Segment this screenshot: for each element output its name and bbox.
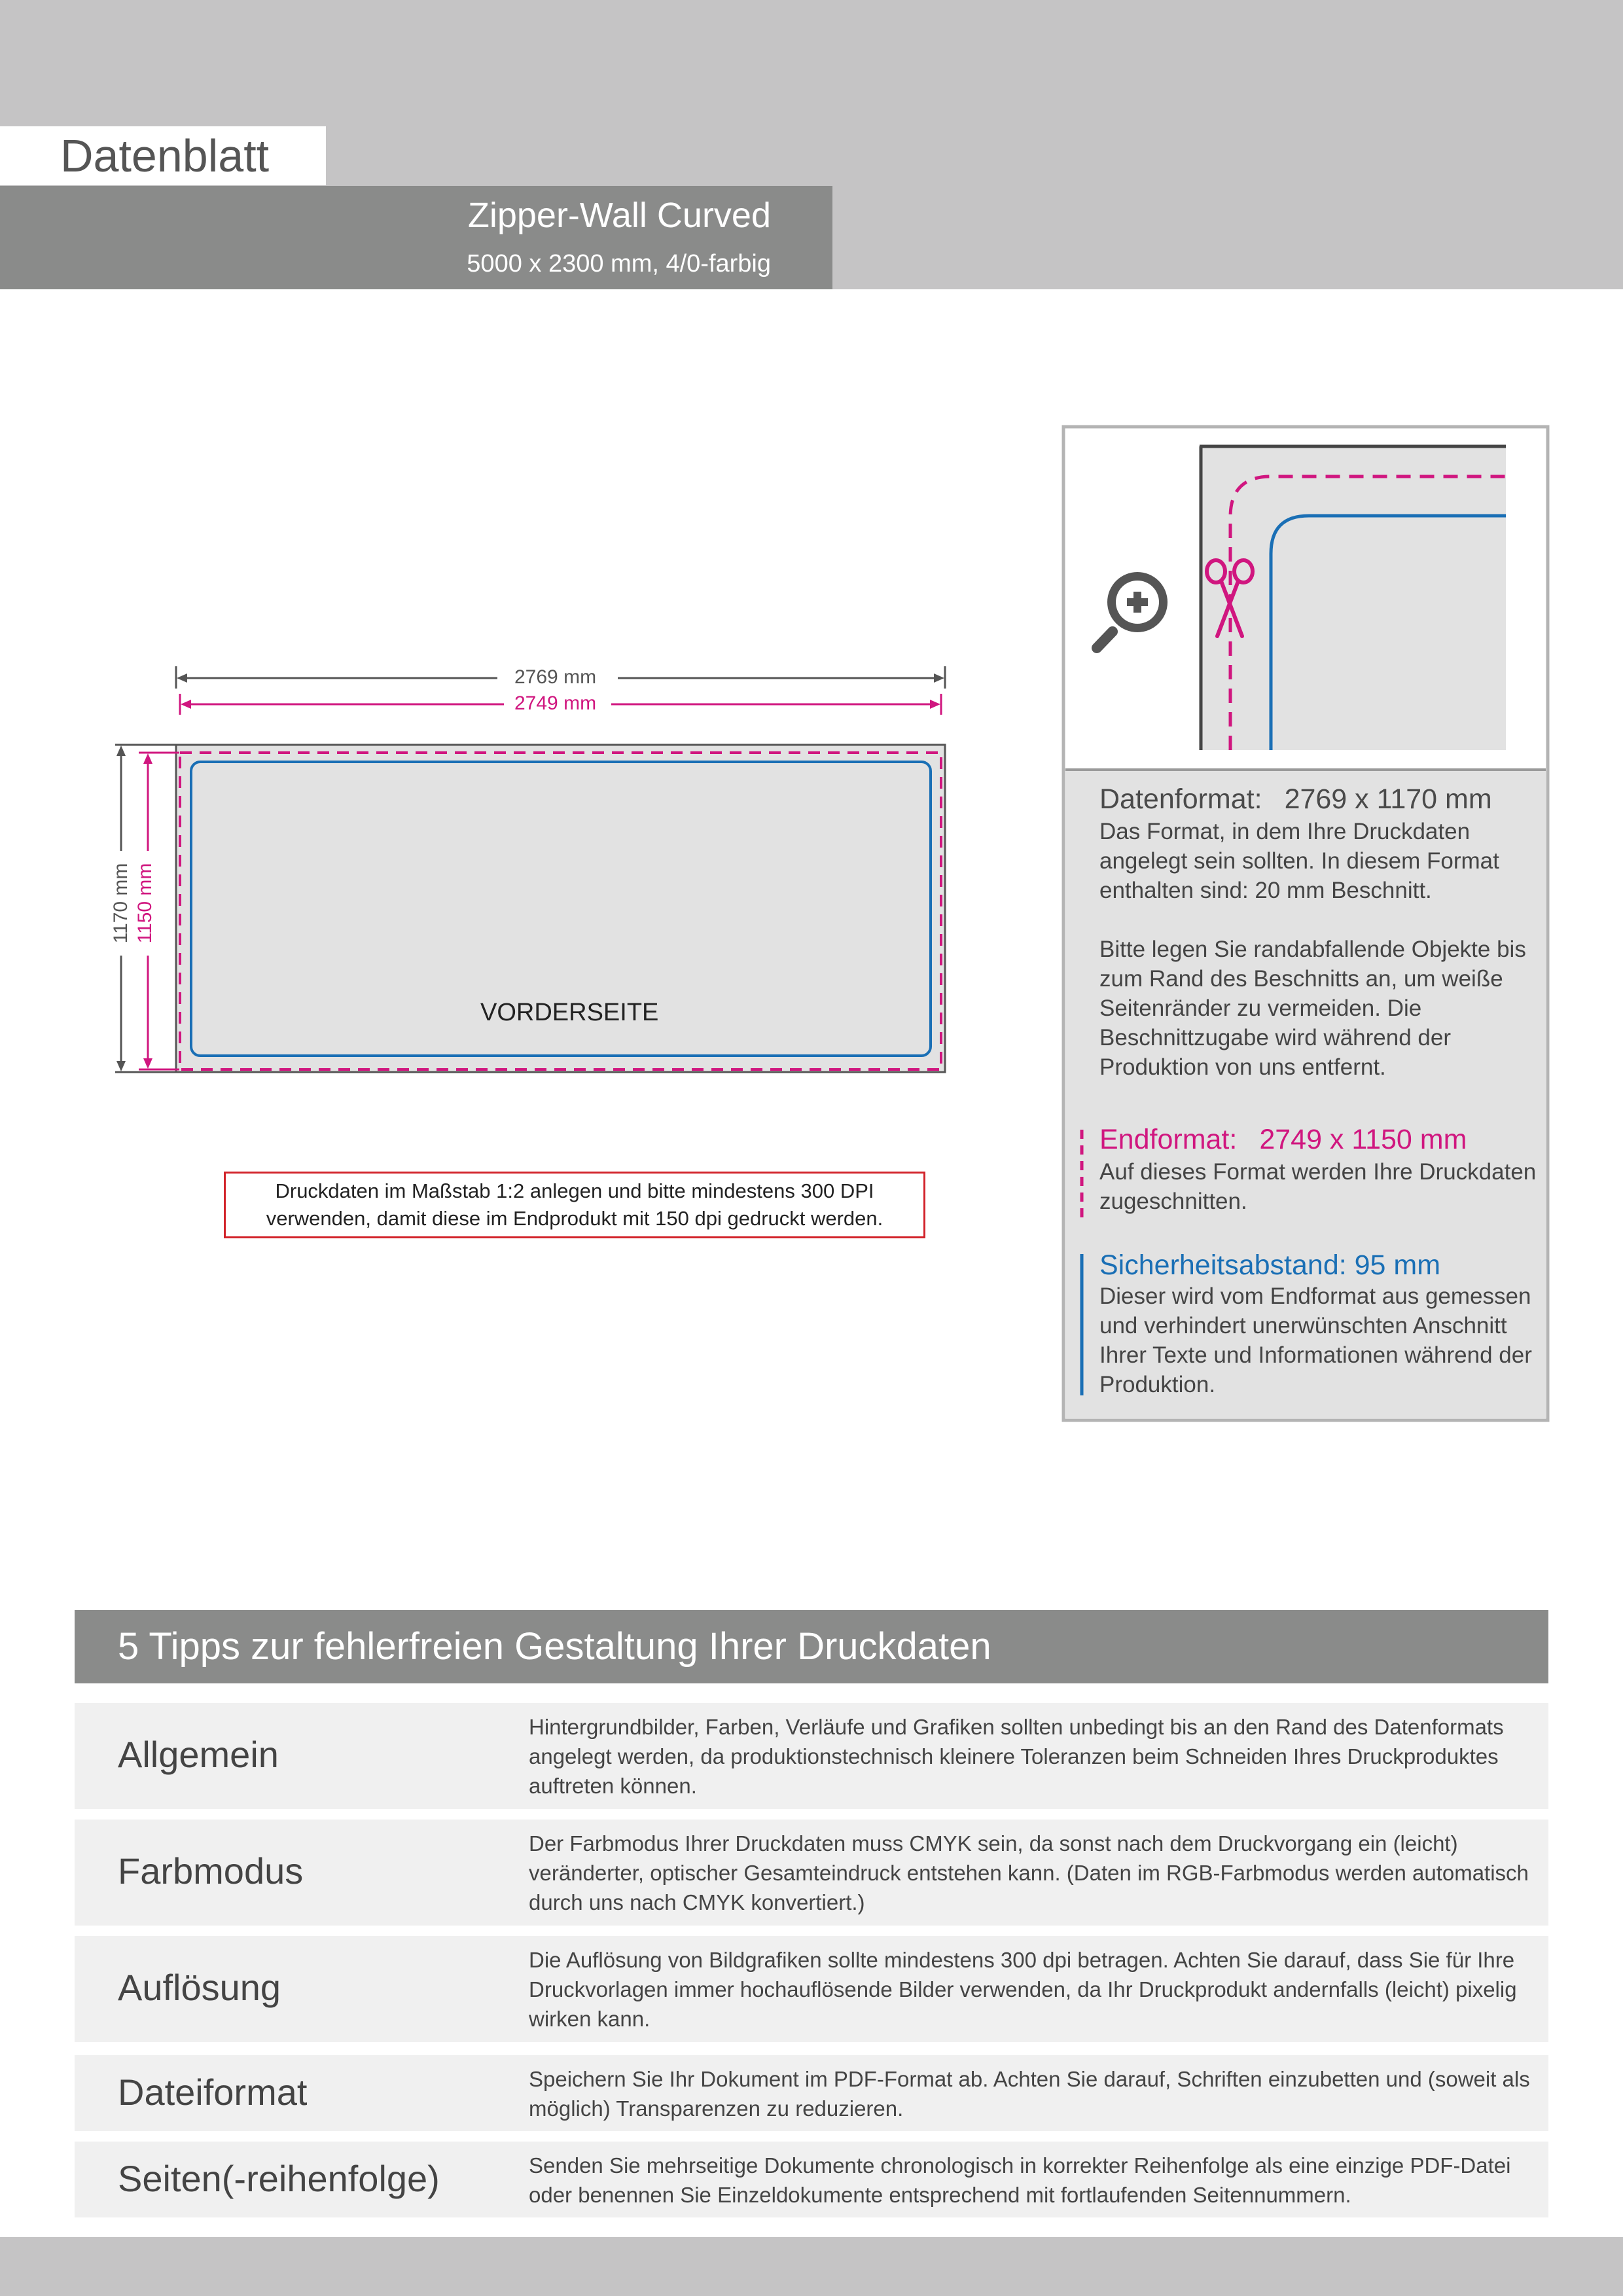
datenformat-text-1: Das Format, in dem Ihre Druckdaten angelegt sein sollten. In diesem Format enthalten sind: 20 mm Beschnitt. xyxy=(1099,819,1499,903)
tip-text: Der Farbmodus Ihrer Druckdaten muss CMYK sein, da sonst nach dem Druckvorgang ein (leicht) veränderter, optischer Gesamteindruck entstehen kann. (Daten im RGB-Farbmodus werden automatisch durch uns nach CMYK konvertiert.) xyxy=(529,1831,1529,1914)
endformat-label: Endformat: xyxy=(1099,1124,1238,1155)
sicherheitsabstand-text: Dieser wird vom Endformat aus gemessen und verhindert unerwünschten Anschnitt Ihrer Texte und Informationen während der Produktion. xyxy=(1099,1283,1532,1397)
product-spec: 5000 x 2300 mm, 4/0-farbig xyxy=(467,250,771,278)
tips-title: 5 Tipps zur fehlerfreien Gestaltung Ihrer Druckdaten xyxy=(118,1625,991,1668)
tip-label: Auflösung xyxy=(118,1967,281,2008)
tip-row-dateiformat xyxy=(75,2055,1548,2131)
note-line-1: Druckdaten im Maßstab 1:2 anlegen und bitte mindestens 300 DPI xyxy=(275,1179,874,1202)
tip-text: Senden Sie mehrseitige Dokumente chronologisch in korrekter Reihenfolge als eine einzige PDF-Datei oder benennen Sie Einzeldokumente entsprechend mit fortlaufenden Seitennummern. xyxy=(529,2153,1511,2207)
tip-text: Speichern Sie Ihr Dokument im PDF-Format ab. Achten Sie darauf, Schriften einzubetten und (soweit als möglich) Transparenzen zu reduzieren. xyxy=(529,2067,1530,2121)
width-outer-label: 2769 mm xyxy=(514,666,597,688)
side-label: VORDERSEITE xyxy=(480,999,659,1026)
width-inner-label: 2749 mm xyxy=(514,692,597,714)
datenformat-heading xyxy=(1099,783,1492,816)
bottom-band xyxy=(0,2237,1623,2296)
product-name: Zipper-Wall Curved xyxy=(467,196,771,235)
height-outer-label: 1170 mm xyxy=(110,863,132,944)
tip-label: Dateiformat xyxy=(118,2072,308,2113)
endformat-text: Auf dieses Format werden Ihre Druckdaten zugeschnitten. xyxy=(1099,1159,1537,1214)
datenformat-label: Datenformat: xyxy=(1099,783,1262,815)
endformat-heading xyxy=(1099,1123,1467,1156)
tip-text: Hintergrundbilder, Farben, Verläufe und Grafiken sollten unbedingt bis an den Rand des Datenformats angelegt werden, da produktionstechnisch kleinere Toleranzen beim Schneiden Ihres Druckproduktes auftreten können. xyxy=(529,1715,1504,1798)
zoom-detail xyxy=(1200,446,1506,750)
tip-row-farbmodus xyxy=(75,1820,1548,1926)
tip-label: Farbmodus xyxy=(118,1850,304,1892)
note-line-2: verwenden, damit diese im Endprodukt mit 150 dpi gedruckt werden. xyxy=(266,1207,883,1230)
resolution-note xyxy=(224,1172,925,1238)
tip-row-seiten xyxy=(75,2142,1548,2217)
tip-row-aufloesung xyxy=(75,1936,1548,2042)
sicherheitsabstand-heading: Sicherheitsabstand: 95 mm xyxy=(1099,1249,1441,1281)
tip-text: Die Auflösung von Bildgrafiken sollte mindestens 300 dpi betragen. Achten Sie darauf, dass Sie für Ihre Druckvorlagen immer hochauflösende Bilder verwenden, da Ihr Druckprodukt andernfalls (leicht) pixelig wirken kann. xyxy=(529,1948,1517,2031)
height-inner-label: 1150 mm xyxy=(134,863,156,944)
tip-label: Seiten(-reihenfolge) xyxy=(118,2158,440,2199)
tip-label: Allgemein xyxy=(118,1734,279,1775)
page-title: Datenblatt xyxy=(60,130,270,181)
datenformat-value: 2769 x 1170 mm xyxy=(1284,783,1492,815)
datenformat-text-2: Bitte legen Sie randabfallende Objekte bis zum Rand des Beschnitts an, um weiße Seitenränder zu vermeiden. Die Beschnittzugabe wird während der Produktion von uns entfernt. xyxy=(1099,937,1526,1080)
endformat-value: 2749 x 1150 mm xyxy=(1259,1124,1467,1155)
tip-row-allgemein xyxy=(75,1703,1548,1809)
